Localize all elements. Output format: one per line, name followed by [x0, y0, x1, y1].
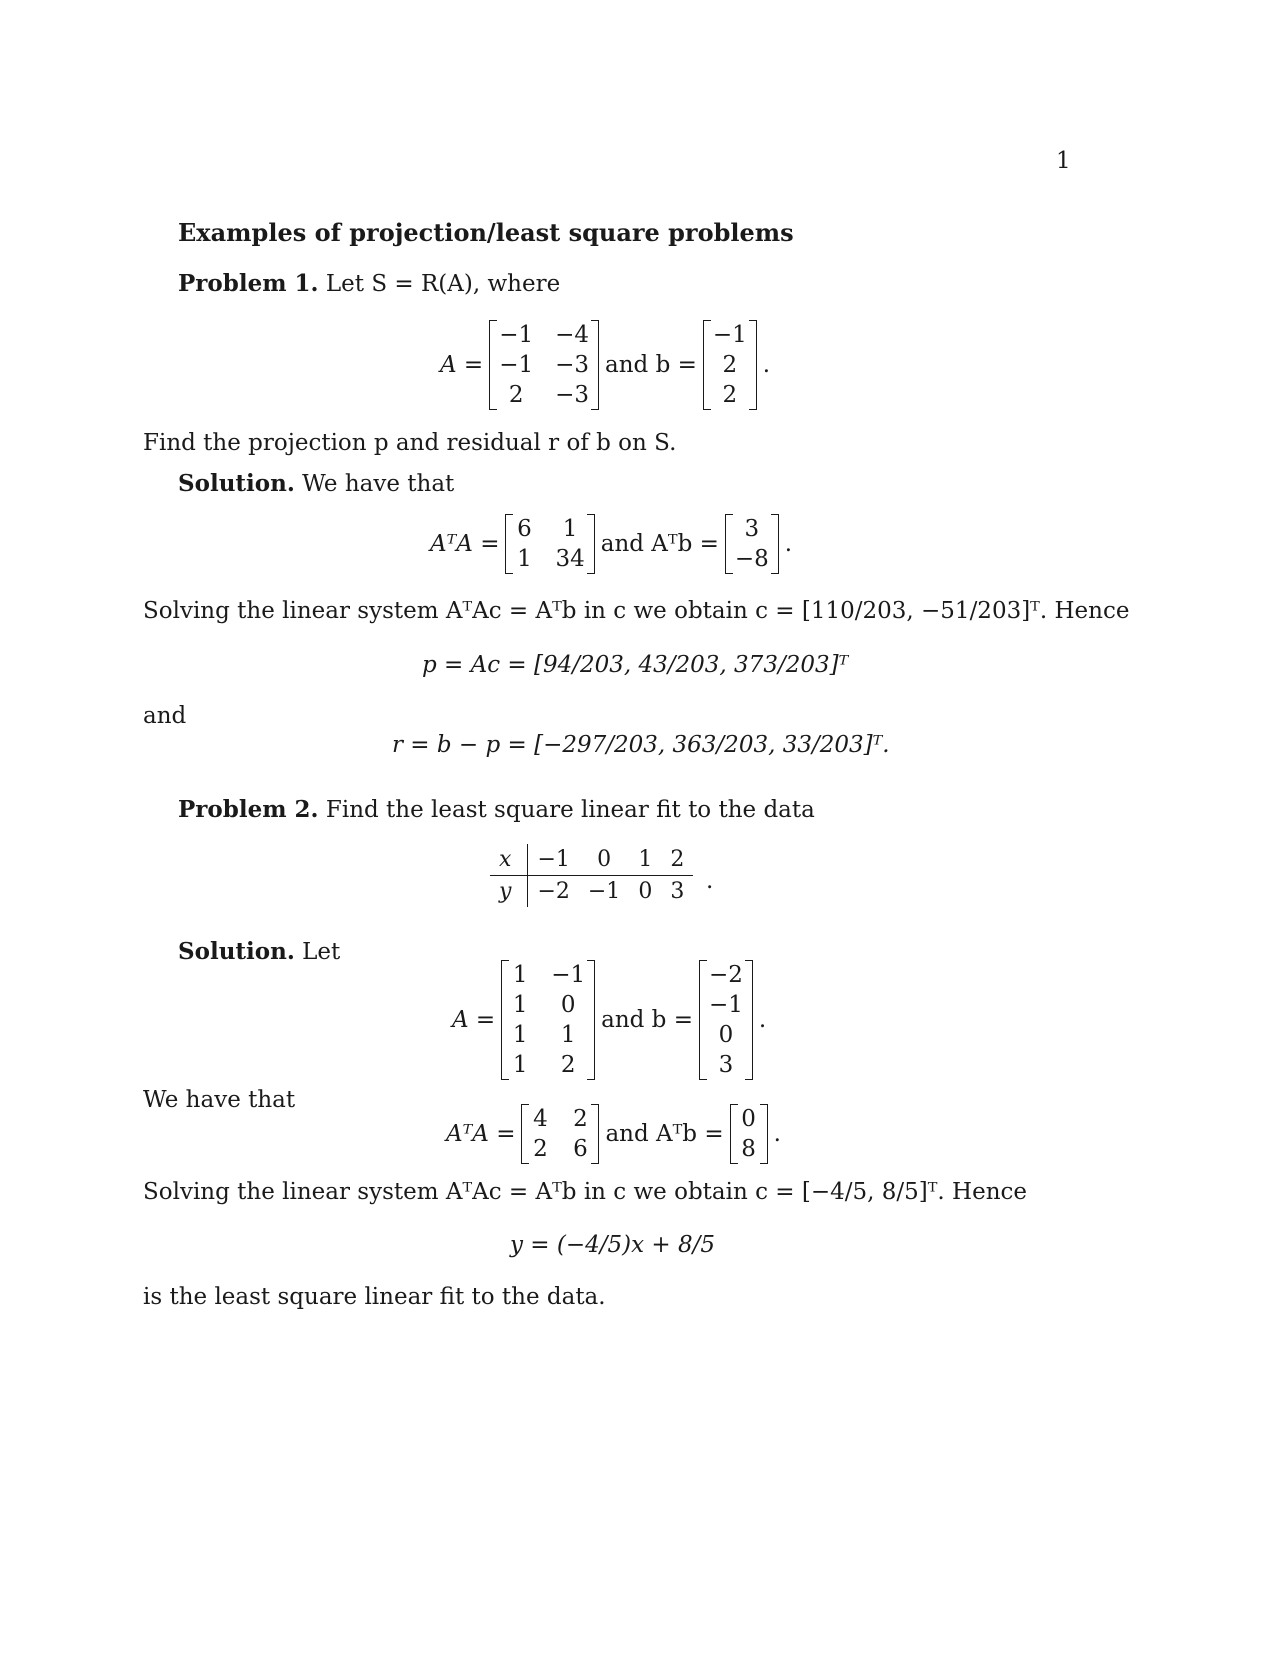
- matrix-AtA: 6 1 1 34: [505, 516, 594, 572]
- problem-1-label: Problem 1.: [178, 270, 319, 297]
- matrix-A: 1 −1 1 0 1 1 1 2: [501, 962, 595, 1078]
- data-table: [490, 844, 693, 907]
- solution-label: Solution.: [178, 470, 295, 497]
- y-label: y: [490, 876, 528, 908]
- conclusion-text: is the least square linear fit to the data.: [143, 1284, 606, 1310]
- problem-1-normal-equations: [430, 516, 792, 572]
- problem-2-solve-line: Solving the linear system AᵀAc = Aᵀb in c we obtain c = [−4/5, 8/5]ᵀ. Hence: [143, 1179, 1028, 1205]
- A-equals-label: A =: [440, 352, 484, 378]
- solution-intro: We have that: [302, 471, 455, 497]
- we-have-text: We have that: [143, 1087, 296, 1113]
- problem-2-matrices: [452, 962, 766, 1078]
- matrix-AtA: 4 2 2 6: [521, 1106, 599, 1162]
- period: .: [758, 1007, 767, 1033]
- vector-b: −1 2 2: [703, 322, 757, 408]
- and-b-label: and b =: [601, 1007, 693, 1033]
- residual-equation: r = b − p = [−297/203, 363/203, 33/203]ᵀ.: [392, 732, 890, 758]
- problem-2-intro: Find the least square linear fit to the data: [325, 797, 815, 823]
- problem-2-solution-intro: [178, 938, 340, 965]
- table-cell: −1: [528, 844, 579, 876]
- table-cell: 0: [579, 844, 629, 876]
- table-cell: 1: [629, 844, 661, 876]
- and-Atb-label: and Aᵀb =: [600, 531, 719, 557]
- problem-2-normal-equations: [446, 1106, 781, 1162]
- problem-1-solve-line: Solving the linear system AᵀAc = Aᵀb in c we obtain c = [110/203, −51/203]ᵀ. Hence: [143, 598, 1130, 624]
- problem-1-intro: Let S = R(A), where: [325, 271, 561, 297]
- solution-label: Solution.: [178, 938, 295, 965]
- vector-Atb: 3 −8: [725, 516, 779, 572]
- A-equals-label: A =: [452, 1007, 496, 1033]
- table-cell: 2: [661, 844, 693, 876]
- period: .: [706, 868, 714, 894]
- problem-1-solution-intro: [178, 470, 454, 497]
- problem-1-matrices: [440, 322, 770, 408]
- period: .: [784, 531, 793, 557]
- table-cell: 0: [638, 879, 653, 904]
- vector-b: −2 −1 0 3: [699, 962, 753, 1078]
- and-Atb-label: and Aᵀb =: [605, 1121, 724, 1147]
- AtA-equals-label: AᵀA =: [430, 531, 500, 557]
- problem-1-task: Find the projection p and residual r of b on S.: [143, 430, 677, 456]
- table-cell: 3: [670, 879, 685, 904]
- table-cell: −1: [587, 879, 621, 904]
- table-cell: −2: [537, 879, 570, 904]
- and-text: and: [143, 703, 187, 729]
- problem-2-statement: [178, 796, 815, 823]
- matrix-A: −1 −4 −1 −3 2 −3: [489, 322, 599, 408]
- AtA-equals-label: AᵀA =: [446, 1121, 516, 1147]
- page-number: 1: [1056, 148, 1071, 174]
- fit-equation: y = (−4/5)x + 8/5: [510, 1232, 716, 1258]
- period: .: [762, 352, 771, 378]
- solution-intro: Let: [302, 939, 341, 965]
- data-table-wrap: [490, 844, 693, 907]
- problem-1-statement: [178, 270, 560, 297]
- and-b-label: and b =: [605, 352, 697, 378]
- x-label: x: [490, 844, 528, 876]
- problem-2-label: Problem 2.: [178, 796, 319, 823]
- vector-Atb: 0 8: [730, 1106, 768, 1162]
- page-title: Examples of projection/least square problems: [178, 218, 794, 247]
- period: .: [773, 1121, 781, 1147]
- projection-equation: p = Ac = [94/203, 43/203, 373/203]ᵀ: [422, 652, 849, 678]
